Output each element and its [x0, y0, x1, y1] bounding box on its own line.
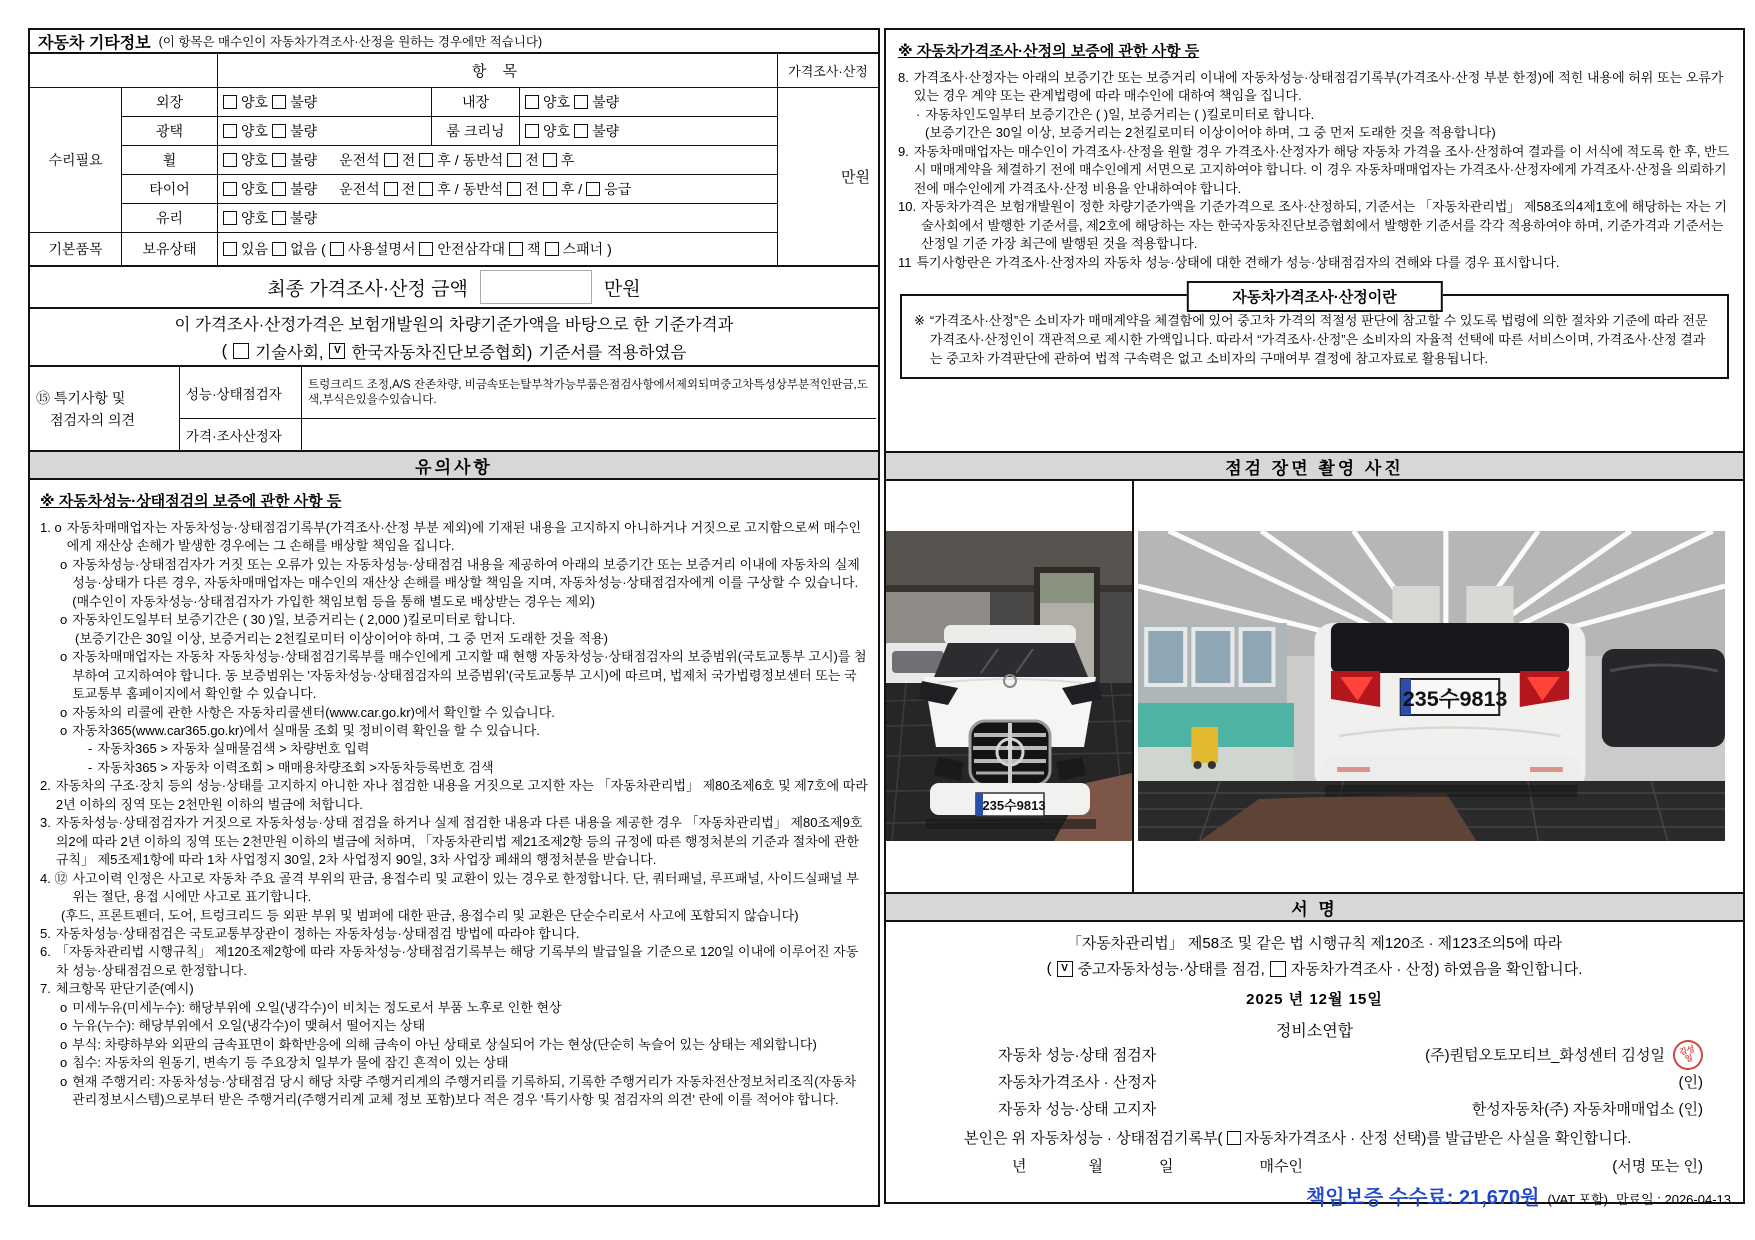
label-front: 전	[401, 152, 416, 168]
label-passenger-seat: 동반석	[462, 181, 504, 197]
tire-options	[218, 175, 778, 204]
label-bad: 불량	[290, 123, 318, 139]
kada-checkbox-checked[interactable]: V	[329, 343, 345, 359]
label-front: 전	[525, 181, 539, 197]
notice-item-marker: o	[60, 1073, 68, 1089]
signer-label: 자동차가격조사 · 산정자	[998, 1074, 1157, 1091]
notice-item-text: (보증기간은 30일 이상, 보증거리는 2천킬로미터 이상이어야 하며, 그 중 먼저 도래한 것을 적용)	[75, 630, 609, 646]
tire-good-checkbox[interactable]	[223, 182, 237, 196]
label-slash: /	[454, 181, 459, 197]
label-spanner: 스패너	[562, 241, 604, 257]
notice-item-marker: o	[60, 1036, 68, 1052]
notice-item	[40, 870, 868, 907]
notice-item-marker: o	[60, 1055, 68, 1071]
notice-item-text: 자동차매매업자는 자동차 자동차성능·상태점검기록부를 매수인에게 고지할 때 현행 자동차성능·상태점검자의 보증범위(국토교통부 고시)를 첨부하여 고지하여야 합니다. 동 보증범위는 '자동차성능·상태점검자의 보증범위'(국토교통부 고시)에 따르며, 법제처 국가법령정보센터 또는 국토교통부 홈페이지에서 확인할 수 있습니다.	[72, 649, 867, 702]
label-good: 양호	[241, 123, 269, 139]
caution-notice-box	[28, 478, 880, 1207]
notice-item	[40, 1036, 868, 1054]
guarantee-item-text: (보증기간은 30일 이상, 보증거리는 2천킬로미터 이상이어야 하며, 그 중 먼저 도래한 것을 적용합니다)	[925, 125, 1496, 141]
caution-notice-list	[40, 519, 868, 1110]
guarantee-item-text: 자동차인도일부터 보증기간은 ( )일, 보증거리는 ( )킬로미터로 합니다.	[925, 106, 1315, 122]
room-good-checkbox[interactable]	[525, 124, 539, 138]
signature-date: 2025 년 12월 15일	[1246, 991, 1383, 1008]
glass-bad-checkbox[interactable]	[272, 211, 286, 225]
guarantee-item	[898, 198, 1731, 253]
notice-item-text: 자동차성능·상태점검자가 거짓 또는 오류가 있는 자동차성능·상태점검 내용을 제공하여 아래의 보증기간 또는 보증거리 이내에 자동차의 실제 성능·상태가 다른 경우, 자동차매매업자는 매수인의 재산상 손해를 배상할 책임을 지며, 자동차성능·상태점검자에게 이를 구상할 수 있습니다.(매수인이 자동차성능·상태점검자가 가입한 책임보험 등을 통해 별도로 배상받는 경우는 제외)	[72, 556, 860, 609]
guarantee-item-text: 특기사항란은 가격조사·산정자의 자동차 성능·상태에 대한 견해가 성능·상태점검자의 견해와 다를 경우 표시합니다.	[916, 254, 1560, 270]
buyer-day-label: 일	[1159, 1158, 1174, 1175]
tire-driver-front-checkbox[interactable]	[384, 182, 398, 196]
notice-item	[40, 925, 868, 943]
label-driver-seat: 운전석	[339, 152, 380, 168]
notice-item	[40, 740, 868, 758]
label-rear: 후	[560, 152, 575, 168]
signature-organization: 정비소연합	[1275, 1023, 1354, 1040]
photo-rear-cell	[1134, 481, 1743, 892]
label-triangle: 안전삼각대	[437, 241, 506, 257]
wheel-good-checkbox[interactable]	[223, 153, 237, 167]
label-good: 양호	[543, 94, 571, 110]
guarantee-item	[898, 124, 1731, 142]
notice-item-text: 자동차365 > 자동차 이력조회 > 매매용차량조회 >자동차등록번호 검색	[97, 759, 494, 775]
notice-item-text: 침수: 자동차의 원동기, 변속기 등 주요장치 일부가 물에 잠긴 흔적이 있는 상태	[72, 1055, 509, 1071]
column-header-item: 항 목	[218, 54, 778, 88]
notice-item-text: 「자동차관리법 시행규칙」 제120조제2항에 따라 자동차성능·상태점검기록부는 해당 기록부의 발급일을 기준으로 120일 이내에 이루어진 자동차 성능·상태점검으로 한정합니다.	[55, 944, 859, 978]
polish-good-checkbox[interactable]	[223, 124, 237, 138]
notice-item	[40, 814, 868, 869]
buyer-label: 매수인	[1259, 1158, 1303, 1175]
price-guarantee-box	[884, 28, 1745, 453]
tire-passenger-front-checkbox[interactable]	[507, 182, 521, 196]
label-front: 전	[401, 181, 416, 197]
notice-item-text: 체크항목 판단기준(예시)	[55, 981, 194, 997]
label-emergency: 응급	[604, 181, 632, 197]
wheel-driver-front-checkbox[interactable]	[384, 153, 398, 167]
glass-good-checkbox[interactable]	[223, 211, 237, 225]
interior-options	[520, 88, 778, 117]
notice-item-marker: 2.	[40, 778, 51, 794]
label-rear: 후	[560, 181, 575, 197]
label-bad: 불량	[592, 123, 620, 139]
notice-item-marker: o	[60, 556, 68, 572]
final-amount-unit: 만원	[603, 278, 641, 300]
appraiser-remarks-text	[302, 419, 876, 450]
guarantee-item-marker: ·	[916, 106, 921, 122]
price-survey-unit-cell: 만원	[841, 169, 870, 186]
table-corner-cell	[30, 54, 218, 88]
basic-none-checkbox[interactable]	[272, 242, 286, 256]
glass-options	[218, 204, 778, 233]
performance-check-checkbox-checked[interactable]: V	[1057, 961, 1073, 977]
interior-good-checkbox[interactable]	[525, 95, 539, 109]
notice-item	[40, 999, 868, 1017]
page-title: 자동차 기타정보	[38, 34, 151, 52]
warranty-fee-vat-note: (VAT 포함)	[1547, 1192, 1608, 1207]
tire-passenger-rear-checkbox[interactable]	[543, 182, 557, 196]
notice-item-marker: o	[60, 704, 68, 720]
notice-item	[40, 611, 868, 629]
label-slash: /	[578, 181, 583, 197]
buyer-month-label: 월	[1088, 1158, 1103, 1175]
row-label-tire: 타이어	[122, 175, 218, 204]
price-survey-label: 자동차가격조사 · 산정) 하였음을 확인합니다.	[1290, 961, 1583, 978]
caution-notice-title: ※ 자동차성능·상태점검의 보증에 관한 사항 등	[40, 493, 342, 510]
label-paren-open: (	[221, 341, 228, 360]
white-car-rear	[1315, 623, 1586, 791]
signer-label: 자동차 성능·상태 점검자	[998, 1047, 1157, 1064]
signer-value: (인)	[1678, 1074, 1703, 1091]
signer-value: 한성자동차(주) 자동차매매업소 (인)	[1471, 1101, 1703, 1118]
label-good: 양호	[241, 152, 269, 168]
notice-item-text: 자동차성능·상태점검은 국토교통부장관이 정하는 자동차성능·상태점검 방법에 따라야 합니다.	[55, 925, 580, 941]
price-survey-panel	[884, 28, 1745, 1209]
price-guarantee-title: ※ 자동차가격조사·산정의 보증에 관한 사항 등	[898, 43, 1200, 60]
label-bad: 불량	[290, 181, 318, 197]
notice-item	[40, 704, 868, 722]
remarks-label	[30, 367, 180, 450]
buyer-confirm-post: 자동차가격조사 · 산정 선택)를 발급받은 사실을 확인합니다.	[1244, 1130, 1632, 1147]
notice-item-text: 미세누유(미세누수): 해당부위에 오일(냉각수)이 비치는 정도로서 부품 노후로 인한 현상	[72, 999, 562, 1015]
signature-section-bar: 서 명	[884, 892, 1745, 922]
notice-item-text: 자동차365 > 자동차 실매물검색 > 차량번호 입력	[97, 741, 370, 757]
notice-item-marker: o	[60, 999, 68, 1015]
signer-row-appraiser	[886, 1068, 1743, 1095]
yellow-equipment	[1191, 727, 1218, 763]
manual-checkbox[interactable]	[330, 242, 344, 256]
notice-item	[40, 759, 868, 777]
buyer-date-line	[886, 1155, 1743, 1176]
label-passenger-seat: 동반석	[462, 152, 504, 168]
row-label-room-cleaning: 룸 크리닝	[432, 117, 520, 146]
signer-label: 자동차 성능·상태 고지자	[998, 1101, 1157, 1118]
what-is-price-survey-text	[914, 312, 1715, 369]
workshop-windows	[1146, 629, 1273, 685]
interior-bad-checkbox[interactable]	[574, 95, 588, 109]
guarantee-item	[898, 254, 1731, 272]
notice-item	[40, 980, 868, 998]
label-paren-open: (	[321, 241, 326, 257]
repair-table	[28, 52, 880, 267]
notice-item-marker: o	[60, 1018, 68, 1034]
notice-item-text: (후드, 프론트펜더, 도어, 트렁크리드 등 외판 부위 및 범퍼에 대한 판금, 용접수리 및 교환은 단순수리로서 사고에 포함되지 않습니다)	[61, 907, 799, 923]
guarantee-item	[898, 143, 1731, 198]
tech-society-checkbox[interactable]	[233, 343, 249, 359]
buyer-sign-label: (서명 또는 인)	[1612, 1158, 1703, 1175]
front-plate-number: 235수9813	[982, 798, 1046, 813]
tire-bad-checkbox[interactable]	[272, 182, 286, 196]
signer-row-notifier	[886, 1095, 1743, 1122]
guarantee-item	[898, 106, 1731, 124]
notice-item-marker: 4. ⑫	[40, 870, 68, 886]
tech-society-label: 기술사회,	[255, 344, 324, 362]
notice-item	[40, 1017, 868, 1035]
buyer-confirm-pre: 본인은 위 자동차성능 · 상태점검기록부(	[964, 1130, 1223, 1147]
room-bad-checkbox[interactable]	[574, 124, 588, 138]
row-label-wheel: 휠	[122, 146, 218, 175]
room-cleaning-options	[520, 117, 778, 146]
wheel-options	[218, 146, 778, 175]
final-amount-label: 최종 가격조사·산정 금액	[267, 278, 468, 300]
guarantee-item-marker: 8.	[898, 70, 909, 85]
guarantee-item-marker: 9.	[898, 143, 909, 159]
basis-line1: 이 가격조사·산정가격은 보험개발원의 차량기준가액을 바탕으로 한 기준가격과	[174, 316, 734, 334]
notice-item-text: 자동차의 구조·장치 등의 성능·상태를 고지하지 아니한 자나 점검한 내용을 거짓으로 고지한 자는 「자동차관리법」 제80조제6호 및 제7호에 따라 2년 이하의 징역 또는 2천만원 이하의 벌금에 처합니다.	[55, 778, 868, 812]
red-seal-stamp-icon: 김성일	[1670, 1036, 1706, 1072]
car-rear-photo	[1138, 531, 1725, 841]
basis-note	[28, 307, 880, 367]
row-label-polish: 광택	[122, 117, 218, 146]
price-survey-checkbox[interactable]	[1270, 961, 1286, 977]
notice-item	[40, 648, 868, 703]
photo-section-bar: 점검 장면 촬영 사진	[884, 451, 1745, 481]
basis-tail: 기준서를 적용하였음	[538, 344, 687, 362]
warranty-fee-amount: 책임보증 수수료: 21,670원	[1305, 1187, 1540, 1209]
guarantee-item-text: 자동차가격은 보험개발원이 정한 차량기준가액을 기준가격으로 조사·산정하되, 기준서는 「자동차관리법」 제58조의4제1호에 해당하는 자는 기술사회에서 발행한 기준서를, 제2호에 해당하는 자는 한국자동차진단보증협회에서 발행한 기준서를 각각 적용하여야 하며, 기준가격과 기준서는 산정일 기준 가장 최근에 발행된 것을 적용합니다.	[921, 199, 1727, 252]
label-none: 없음	[290, 241, 318, 257]
exterior-bad-checkbox[interactable]	[272, 95, 286, 109]
buyer-confirm-line	[886, 1127, 1743, 1148]
basis-line2	[222, 339, 687, 363]
label-bad: 불량	[290, 94, 318, 110]
notice-item-marker: 3.	[40, 815, 51, 831]
basic-items-options	[218, 233, 778, 265]
notice-item-text: 현재 주행거리: 자동차성능·상태점검 당시 해당 차량 주행거리계의 주행거리를 기록하되, 기록한 주행거리가 자동차전산정보처리조직(자동차관리정보시스템)으로부터 받은 주행거리(주행거리계 교체 정보 포함)보다 적은 경우 '특기사항 및 점검자의 의견' 란에 이를 적어야 합니다.	[72, 1073, 857, 1108]
row-label-glass: 유리	[122, 204, 218, 233]
remarks-label-line1: ⑮ 특기사항 및	[36, 389, 126, 406]
label-rear: 후	[437, 181, 451, 197]
notice-item-text: 자동차매매업자는 자동차성능·상태점검기록부(가격조사·산정 부분 제외)에 기재된 내용을 고지하지 아니하거나 거짓으로 고지함으로써 매수인에게 재산상 손해가 발생한 경우에는 그 손해를 배상할 책임을 집니다.	[66, 520, 862, 554]
label-bad: 불량	[290, 210, 318, 226]
price-guarantee-list	[898, 69, 1731, 272]
notice-item-text: 자동차의 리콜에 관한 사항은 자동차리콜센터(www.car.go.kr)에서 확인할 수 있습니다.	[72, 704, 555, 720]
reference-mark: ※	[914, 312, 925, 328]
notice-item	[40, 519, 868, 556]
notice-item	[40, 556, 868, 611]
guarantee-item	[898, 69, 1731, 106]
performance-check-label: 중고자동차성능·상태를 점검,	[1077, 961, 1265, 978]
buyer-year-label: 년	[1012, 1158, 1027, 1175]
what-is-price-survey-body: “가격조사·산정”은 소비자가 매매계약을 체결함에 있어 중고차 가격의 적절성 판단에 참고할 수 있도록 법령에 의한 절차와 기준에 따라 전문 가격조사·산정인이 객관적으로 제시한 가액입니다. 따라서 “가격조사·산정”은 소비자의 자율적 선택에 따른 서비스이며, 가격조사·산정 결과는 중고차 가격판단에 관하여 법적 구속력은 없고 소비자의 구매여부 결정에 참고자료로 활용됩니다.	[929, 312, 1708, 366]
notice-item-marker: -	[88, 741, 93, 757]
notice-item-marker: 6.	[40, 944, 51, 960]
notice-item-marker: 5.	[40, 925, 51, 941]
inspection-photos	[884, 479, 1745, 894]
inspector-remarks-text: 트렁크리드 조정,A/S 잔존차량, 비금속또는탈부착가능부품은점검사항에서제외되며중고차특성상부분적인판금,도색,부식은있을수있습니다.	[302, 367, 876, 419]
guarantee-item-marker: 11	[898, 254, 912, 270]
exterior-good-checkbox[interactable]	[223, 95, 237, 109]
caution-section-bar: 유의사항	[28, 450, 880, 480]
label-bad: 불량	[592, 94, 620, 110]
final-amount-row	[28, 265, 880, 309]
jack-checkbox[interactable]	[509, 242, 523, 256]
wheel-bad-checkbox[interactable]	[272, 153, 286, 167]
remarks-label-line2: 점검자의 의견	[50, 411, 136, 428]
notice-item	[40, 722, 868, 740]
label-paren-close: )	[607, 241, 612, 257]
notice-item-text: 자동차365(www.car365.go.kr)에서 실매물 조회 및 정비이력 확인을 할 수 있습니다.	[72, 722, 540, 738]
row-label-basic-items: 기본품목	[30, 233, 122, 265]
what-is-price-survey-box	[900, 288, 1729, 379]
label-slash: /	[454, 152, 459, 168]
label-rear: 후	[437, 152, 451, 168]
notice-item-marker: 1. o	[40, 520, 62, 535]
label-have: 있음	[241, 241, 269, 257]
buyer-price-survey-checkbox[interactable]	[1227, 1131, 1241, 1145]
left-header	[28, 28, 880, 54]
notice-item-marker: o	[60, 612, 68, 628]
rear-plate-number: 235수9813	[1402, 687, 1508, 711]
notice-item-text: 사고이력 인정은 사고로 자동차 주요 골격 부위의 판금, 용접수리 및 교환이 있는 경우로 한정합니다. 단, 쿼터패널, 루프패널, 사이드실패널 부위는 절단, 용접 시에만 사고로 표기합니다.	[72, 870, 859, 905]
polish-options	[218, 117, 432, 146]
notice-item-text: 부식: 차량하부와 외판의 금속표면이 화학반응에 의해 금속이 아닌 상태로 상실되어 가는 현상(단순히 녹슬어 있는 상태는 제외합니다)	[72, 1036, 817, 1052]
signer-row-inspector	[886, 1041, 1743, 1068]
row-label-repair: 수리필요	[30, 88, 122, 233]
label-front: 전	[525, 152, 539, 168]
car-front-photo	[886, 531, 1132, 841]
label-driver-seat: 운전석	[339, 181, 380, 197]
tire-emergency-checkbox[interactable]	[586, 182, 600, 196]
row-label-possession: 보유상태	[122, 233, 218, 265]
signer-value: (주)퀀텀오토모티브_화성센터 김성일	[1425, 1047, 1665, 1064]
special-remarks-block	[28, 365, 880, 452]
label-paren-open: (	[1046, 960, 1052, 977]
notice-item	[40, 943, 868, 980]
label-good: 양호	[241, 94, 269, 110]
row-label-interior: 내장	[432, 88, 520, 117]
tire-driver-rear-checkbox[interactable]	[419, 182, 433, 196]
guarantee-item-text: 가격조사·산정자는 아래의 보증기간 또는 보증거리 이내에 자동차성능·상태점검기록부(가격조사·산정 부분 한정)에 적힌 내용에 허위 또는 오류가 있는 경우 계약 또는 관계법령에 따라 매수인에 대하여 책임을 집니다.	[913, 70, 1724, 104]
signature-box	[884, 920, 1745, 1209]
label-good: 양호	[241, 181, 269, 197]
column-header-price: 가격조사·산정	[778, 54, 878, 88]
label-jack: 잭	[527, 241, 541, 257]
basic-have-checkbox[interactable]	[223, 242, 237, 256]
row-label-exterior: 외장	[122, 88, 218, 117]
label-manual: 사용설명서	[347, 241, 416, 257]
notice-item-marker: o	[60, 722, 68, 738]
notice-item	[40, 777, 868, 814]
triangle-checkbox[interactable]	[419, 242, 433, 256]
notice-item-text: 자동차인도일부터 보증기간은 ( 30 )일, 보증거리는 ( 2,000 )킬로미터로 합니다.	[72, 612, 516, 628]
appraiser-row-label: 가격·조사산정자	[180, 419, 302, 450]
wheel-passenger-front-checkbox[interactable]	[507, 153, 521, 167]
page-title-note: (이 항목은 매수인이 자동차가격조사·산정을 원하는 경우에만 적습니다)	[158, 35, 543, 49]
notice-item-marker: o	[60, 649, 68, 665]
notice-item-marker: 7.	[40, 981, 51, 997]
guarantee-item-marker: 10.	[898, 199, 917, 215]
final-amount-input[interactable]	[480, 270, 592, 304]
polish-bad-checkbox[interactable]	[272, 124, 286, 138]
warranty-fee-expiry: 만료일 : 2026-04-13	[1615, 1192, 1731, 1207]
inspector-row-label: 성능·상태점검자	[180, 367, 302, 419]
label-bad: 불량	[290, 152, 318, 168]
wheel-driver-rear-checkbox[interactable]	[419, 153, 433, 167]
notice-item	[40, 1073, 868, 1110]
spanner-checkbox[interactable]	[545, 242, 559, 256]
what-is-price-survey-title: 자동차가격조사·산정이란	[1186, 281, 1442, 312]
signature-law-line: 「자동차관리법」 제58조 및 같은 법 시행규칙 제120조 · 제123조의5에 따라	[1066, 935, 1563, 952]
notice-item	[40, 907, 868, 925]
vehicle-extra-info-panel	[28, 28, 880, 1207]
signature-confirm-line	[886, 958, 1743, 979]
kada-label: 한국자동차진단보증협회)	[351, 344, 533, 362]
photo-front-cell	[886, 481, 1134, 892]
notice-item-text: 자동차성능·상태점검자가 거짓으로 자동차성능·상태 점검을 하거나 실제 점검한 내용과 다른 내용을 제공한 경우 「자동차관리법」 제80조제9호의2에 따라 2년 이하의 징역 또는 2천만원 이하의 벌금에 처하며, 「자동차관리법 제21조제2항 등의 규정에 따른 행정처분의 기준과 절차에 관한 규칙」 제5조제1항에 따라 1차 사업정지 30일, 2차 사업정지 90일, 3차 사업장 폐쇄의 행정처분을 받습니다.	[55, 815, 863, 868]
label-good: 양호	[543, 123, 571, 139]
exterior-options	[218, 88, 432, 117]
notice-item	[40, 1054, 868, 1072]
notice-item-marker: -	[88, 759, 93, 775]
label-good: 양호	[241, 210, 269, 226]
wheel-passenger-rear-checkbox[interactable]	[543, 153, 557, 167]
notice-item	[40, 630, 868, 648]
guarantee-item-text: 자동차매매업자는 매수인이 가격조사·산정을 원할 경우 가격조사·산정자가 해당 자동차 가격을 조사·산정하여 결과를 이 서식에 적도록 한 후, 반드시 매매계약을 체결하기 전에 매수인에게 서면으로 고지하여야 합니다. 이 경우 자동차매매업자는 가격조사·산정자에게 가격조사·산정을 의뢰하기 전에 매수인에게 가격조사·산정 비용을 안내하여야 합니다.	[913, 143, 1730, 196]
notice-item-text: 누유(누수): 해당부위에서 오일(냉각수)이 맺혀서 떨어지는 상태	[72, 1018, 426, 1034]
warranty-fee-line	[886, 1181, 1743, 1210]
